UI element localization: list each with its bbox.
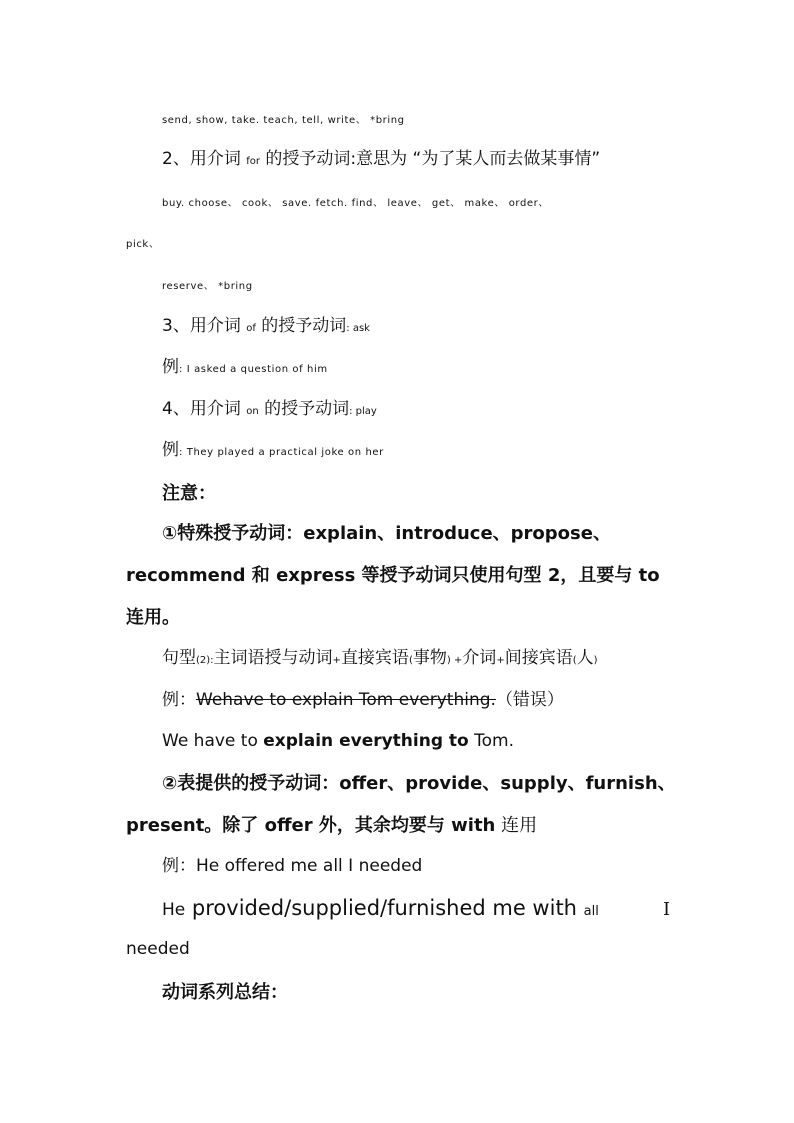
pattern-b: (2): — [196, 655, 214, 666]
offer-example: 例：He offered me all I needed — [162, 856, 423, 876]
pattern-d: + — [332, 655, 341, 666]
wrong-example — [162, 692, 564, 709]
verb-list-for-end: reserve、 *bring — [162, 281, 253, 292]
heading-on-d: : play — [349, 406, 377, 417]
provide-verbs-rule — [126, 817, 537, 835]
correct-example-a: We have to — [162, 731, 264, 751]
heading-on-b: on — [246, 406, 259, 417]
heading-on-a: 4、用介词 — [162, 399, 247, 419]
example-on-a: 例 — [162, 440, 179, 460]
provide-example — [162, 898, 599, 919]
example-on-b: : They played a practical joke on her — [179, 447, 384, 458]
pattern-l: ( — [572, 655, 577, 666]
heading-of-verbs — [162, 318, 370, 335]
provide-example-end: needed — [126, 939, 190, 959]
verb-list-for-cont: pick、 — [126, 239, 160, 250]
wrong-example-sentence: Wehave to explain Tom everything. — [196, 690, 496, 710]
verb-list-to: send, show, take. teach, tell, write、 *bring — [162, 115, 405, 126]
wrong-example-a: 例： — [162, 690, 196, 710]
example-of-a: 例 — [162, 357, 179, 377]
sentence-pattern — [162, 650, 598, 667]
provide-example-i: I — [663, 899, 671, 920]
correct-example-c: Tom. — [468, 731, 515, 751]
provide-verbs-rule-b: 连用 — [495, 815, 538, 836]
pattern-m: 人 — [576, 648, 594, 668]
heading-for-c: 的授予动词:意思为 “为了某人而去做某事情” — [259, 149, 601, 169]
pattern-k: 间接宾语 — [504, 648, 573, 668]
pattern-n: ) — [593, 655, 598, 666]
special-verbs-rule-end: 连用。 — [126, 607, 180, 628]
heading-for-a: 2、用介词 — [162, 149, 247, 169]
pattern-g: 事物 — [412, 648, 447, 668]
heading-on-c: 的授予动词 — [258, 399, 350, 419]
provide-example-b: provided/supplied/furnished me with — [185, 896, 584, 920]
provide-verbs-rule-a: present。除了 offer 外，其余均要与 with — [126, 815, 496, 836]
pattern-a: 句型 — [162, 648, 196, 668]
correct-example-bold: explain everything to — [263, 731, 469, 751]
heading-on-verbs — [162, 401, 377, 418]
special-verbs-heading: ①特殊授予动词：explain、introduce、propose、 — [162, 523, 611, 544]
heading-of-b: of — [246, 323, 256, 334]
heading-of-c: 的授予动词 — [255, 316, 347, 336]
provide-example-c: all — [583, 904, 599, 919]
correct-example — [162, 733, 514, 750]
verb-list-for: buy. choose、 cook、 save. fetch. find、 leave、 get、 make、 order、 — [162, 198, 549, 209]
special-verbs-rule — [126, 567, 660, 585]
pattern-j: + — [496, 655, 505, 666]
example-of-b: : I asked a question of him — [179, 364, 328, 375]
pattern-e: 直接宾语 — [340, 648, 409, 668]
special-verbs-rule-a: recommend 和 express 等授予动词只使用句型 2，且要与 — [126, 565, 639, 586]
example-of — [162, 359, 328, 376]
pattern-h: ) + — [446, 655, 463, 666]
provide-verbs-heading: ②表提供的授予动词：offer、provide、supply、furnish、 — [162, 773, 676, 794]
provide-example-a: He — [162, 900, 186, 920]
pattern-i: 介词 — [462, 648, 497, 668]
wrong-example-label: （错误） — [495, 690, 564, 710]
heading-for-verbs — [162, 151, 600, 168]
heading-for-b: for — [246, 156, 260, 167]
example-on — [162, 442, 384, 459]
pattern-c: 主词语授与动词 — [213, 648, 333, 668]
note-heading: 注意： — [162, 483, 216, 504]
pattern-f: ( — [408, 655, 413, 666]
heading-of-a: 3、用介词 — [162, 316, 247, 336]
heading-of-d: : ask — [346, 323, 370, 334]
special-verbs-rule-b: to — [638, 565, 660, 586]
summary-heading: 动词系列总结： — [162, 982, 288, 1003]
